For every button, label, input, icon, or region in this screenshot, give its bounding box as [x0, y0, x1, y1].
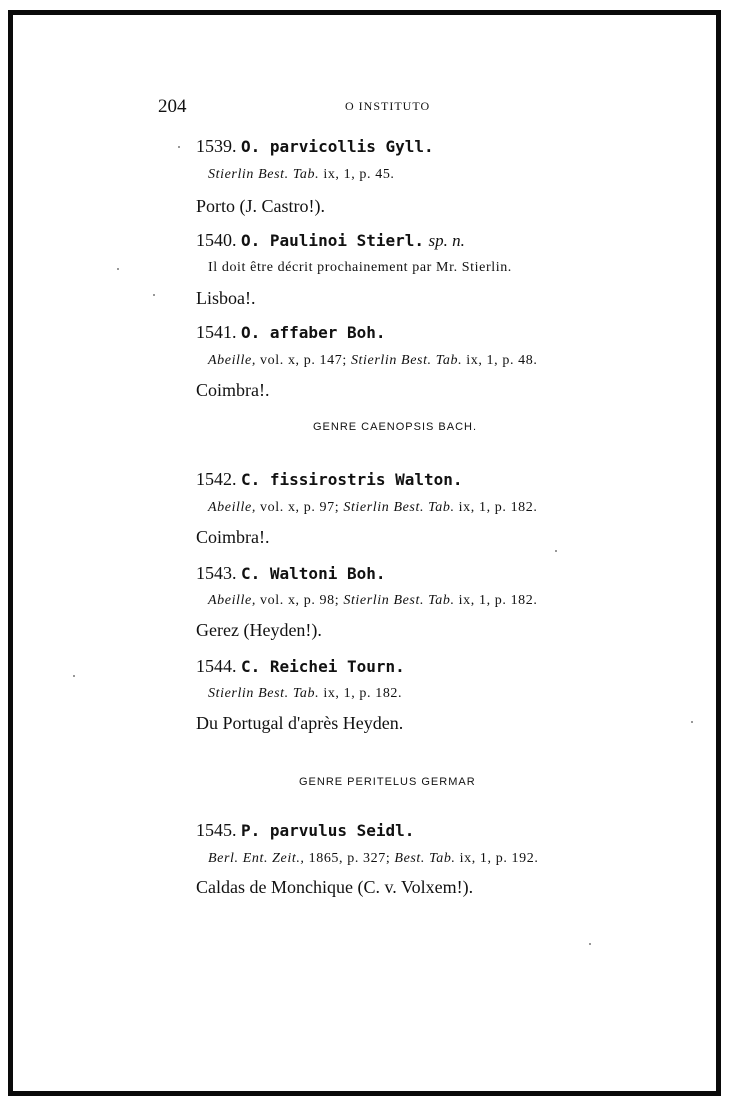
entry-heading [196, 469, 463, 490]
reference-text: 1865, p. 327; [304, 851, 395, 866]
reference-text: ix, 1, p. 45. [319, 167, 395, 182]
species-name: O. Paulinoi Stierl. [241, 231, 425, 250]
locality: Caldas de Monchique (C. v. Volxem!). [196, 877, 474, 897]
reference-italic: Stierlin Best. Tab. [343, 500, 455, 515]
entry-number: 1545. [196, 820, 237, 840]
entry-heading [196, 563, 386, 584]
scan-speck [117, 268, 119, 270]
species-name: P. parvulus Seidl. [241, 821, 415, 840]
bibliographic-reference [208, 851, 538, 867]
genus-heading: GENRE PERITELUS GERMAR [299, 776, 476, 788]
scan-speck [178, 146, 180, 148]
reference-text: Il doit être décrit prochainement par Mr. Stierlin. [208, 260, 512, 275]
reference-text: vol. x, p. 97; [255, 500, 344, 515]
entry-heading [196, 322, 386, 343]
entry-number: 1542. [196, 469, 237, 489]
bibliographic-reference [208, 353, 537, 369]
reference-italic: Abeille, [208, 593, 256, 608]
running-title: O INSTITUTO [345, 99, 431, 113]
genus-heading: GENRE CAENOPSIS BACH. [313, 421, 478, 433]
reference-text: ix, 1, p. 48. [462, 353, 538, 368]
entry-number: 1544. [196, 656, 237, 676]
species-name: O. parvicollis Gyll. [241, 137, 434, 156]
bibliographic-reference [208, 593, 537, 609]
entry-heading [196, 656, 405, 677]
locality: Gerez (Heyden!). [196, 620, 322, 640]
entry-number: 1541. [196, 322, 237, 342]
species-name: C. Reichei Tourn. [241, 657, 405, 676]
scan-speck [555, 550, 557, 552]
reference-italic: Abeille, [208, 353, 256, 368]
entry-heading [196, 820, 414, 841]
reference-text: vol. x, p. 147; [255, 353, 351, 368]
bibliographic-reference [208, 500, 537, 516]
reference-text: ix, 1, p. 182. [454, 593, 538, 608]
bibliographic-reference [208, 260, 512, 276]
locality: Du Portugal d'après Heyden. [196, 713, 404, 733]
reference-text: ix, 1, p. 182. [319, 686, 403, 701]
entry-heading [196, 230, 465, 251]
reference-text: ix, 1, p. 192. [455, 851, 539, 866]
entry-heading [196, 136, 434, 157]
scan-speck [691, 721, 693, 723]
entry-number: 1543. [196, 563, 237, 583]
reference-text: ix, 1, p. 182. [454, 500, 538, 515]
locality: Coimbra!. [196, 527, 270, 547]
entry-number: 1539. [196, 136, 237, 156]
reference-italic: Stierlin Best. Tab. [208, 686, 320, 701]
reference-italic: Abeille, [208, 500, 256, 515]
reference-italic: Stierlin Best. Tab. [350, 353, 463, 368]
species-name: C. Waltoni Boh. [241, 564, 386, 583]
bibliographic-reference [208, 686, 402, 702]
scan-speck [589, 943, 591, 945]
species-name: O. affaber Boh. [241, 323, 386, 342]
reference-italic: Best. Tab. [394, 851, 456, 866]
locality: Porto (J. Castro!). [196, 196, 325, 216]
locality: Coimbra!. [196, 380, 270, 400]
reference-italic: Stierlin Best. Tab. [343, 593, 455, 608]
scan-speck [153, 294, 155, 296]
bibliographic-reference [208, 167, 395, 183]
scan-speck [73, 675, 75, 677]
entry-number: 1540. [196, 230, 237, 250]
species-name: C. fissirostris Walton. [241, 470, 463, 489]
reference-text: vol. x, p. 98; [255, 593, 344, 608]
locality: Lisboa!. [196, 288, 256, 308]
page-number: 204 [158, 96, 187, 117]
reference-italic: Berl. Ent. Zeit., [208, 851, 305, 866]
reference-italic: Stierlin Best. Tab. [208, 167, 320, 182]
species-note: sp. n. [428, 231, 465, 250]
